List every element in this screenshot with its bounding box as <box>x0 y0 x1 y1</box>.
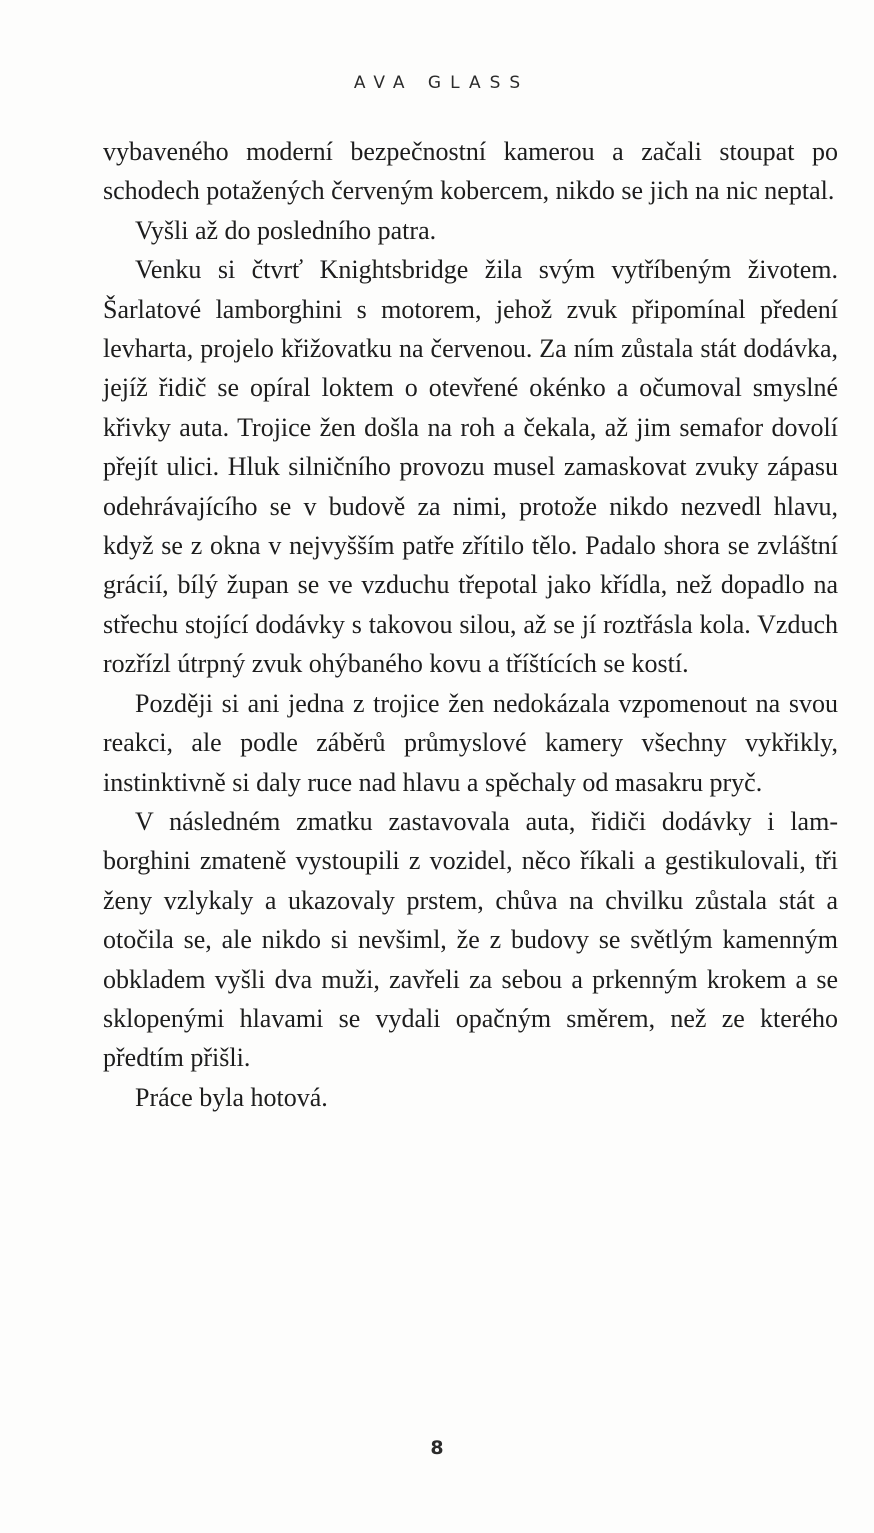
paragraph: Práce byla hotová. <box>135 1082 328 1112</box>
paragraph: Venku si čtvrť Knightsbridge žila svým vytříbeným životem. Šarlatové lamborghini s motorem, jehož zvuk připomínal předení levharta, projelo křižovatku na červenou. Za ním zůstala stát dodávka, jejíž řidič se opíral loktem o otevřené okénko a očumoval smyslné křivky auta. Trojice žen došla na roh a čekala, až jim semafor dovolí přejít ulici. Hluk silničního provozu musel zamaskovat zvuky zápasu odehrávajícího se v budově za nimi, protože nikdo nezvedl hlavu, když se z okna v nejvyšším patře zřítilo tělo. Padalo shora se zvláštní grácií, bílý župan se ve vzduchu třepotal jako křídla, než dopadlo na střechu stojící dodávky s takovou silou, až se jí roztřásla kola. Vzduch rozřízl útrpný zvuk ohýbaného kovu a tříštících se kostí. <box>103 255 838 679</box>
paragraph: Vyšli až do posledního patra. <box>135 215 437 245</box>
paragraph: Později si ani jedna z trojice žen nedokázala vzpomenout na svou reakci, ale podle záběrů průmyslové kamery všechny vykřikly, instinktivně si daly ruce nad hlavu a spěchaly od masakru pryč. <box>103 688 838 797</box>
paragraph-continued: vybaveného moderní bezpečnostní kamerou a začali stoupat po schodech potažených červeným kobercem, nikdo se jich na nic neptal. <box>103 137 838 206</box>
running-head: AVA GLASS <box>353 73 530 93</box>
paragraph: V následném zmatku zastavovala auta, řidiči dodávky i lamborghini zmateně vystoupili z vozidel, něco říkali a gestikulovali, tři ženy vzlykaly a ukazovaly prstem, chůva na chvilku zůstala stát a otočila se, ale nikdo si nevšiml, že z budovy se světlým kamenným obkladem vyšli dva muži, zavřeli za sebou a prkenným krokem a se sklopenými hlavami se vydali opačným směrem, než ze kterého předtím přišli. <box>103 806 838 1073</box>
body-text <box>103 132 838 1117</box>
page-number: 8 <box>430 1437 444 1459</box>
